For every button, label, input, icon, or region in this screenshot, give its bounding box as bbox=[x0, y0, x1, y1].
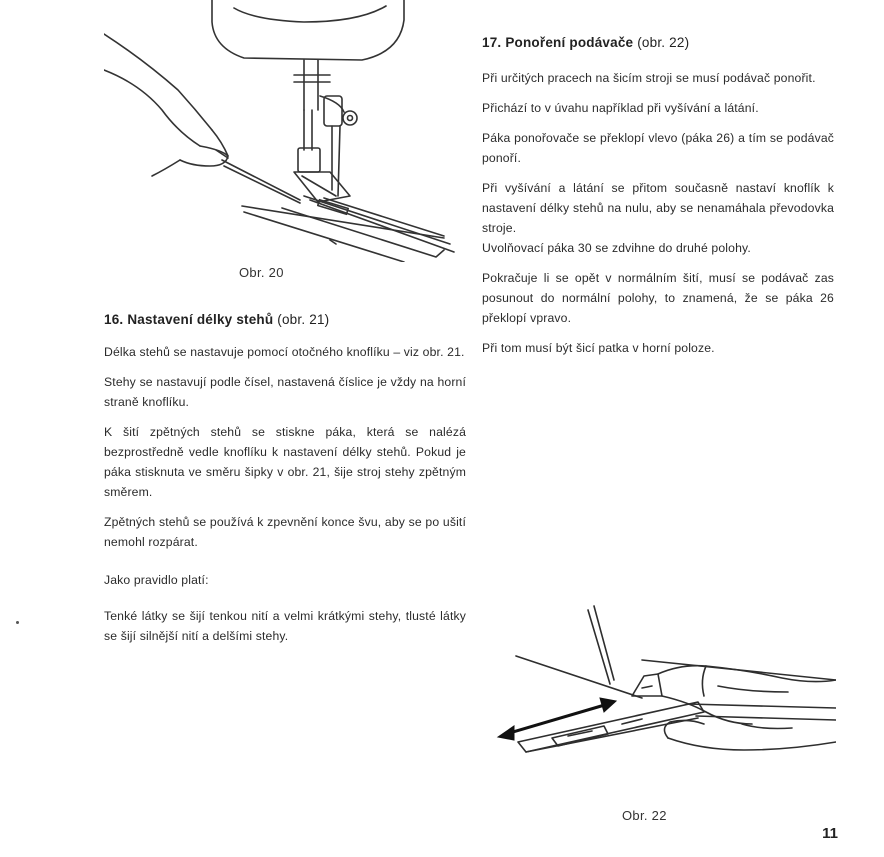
section-17-paragraph: Přichází to v úvahu například při vyšívání a látání. bbox=[482, 101, 759, 115]
section-16-heading bbox=[104, 312, 466, 327]
feed-dog-lever-illustration bbox=[492, 600, 836, 808]
section-17-heading bbox=[482, 35, 834, 50]
section-17-paragraph: Pokračuje li se opět v normálním šití, musí se podávač zas posunout do normální polohy, to znamená, že se páka 26 překlopí vpravo. bbox=[482, 271, 834, 325]
scan-speck bbox=[16, 621, 19, 624]
figure-20 bbox=[104, 0, 456, 262]
figure-22 bbox=[492, 600, 836, 808]
section-17-paragraph: Páka ponořovače se překlopí vlevo (páka 26) a tím se podávač ponoří. bbox=[482, 131, 834, 165]
section-17-paragraph: Při vyšívání a látání se přitom současně nastaví knoflík k nastavení délky stehů na nulu, aby se nenamáhala převodovka stroje. bbox=[482, 181, 834, 235]
page-number: 11 bbox=[822, 825, 838, 842]
section-17-paragraph: Při určitých pracech na šicím stroji se musí podávač ponořit. bbox=[482, 71, 816, 85]
section-16-title: 16. Nastavení délky stehů bbox=[104, 312, 274, 327]
section-17-figure-ref: (obr. 22) bbox=[637, 35, 690, 50]
section-17 bbox=[482, 35, 834, 358]
section-16-paragraph: Tenké látky se šijí tenkou nití a velmi krátkými stehy, tlusté látky se šijí silnější nití a delšími stehy. bbox=[104, 609, 466, 643]
section-17-title: 17. Ponoření podávače bbox=[482, 35, 634, 50]
section-16-paragraph: Délka stehů se nastavuje pomocí otočného knoflíku – viz obr. 21. bbox=[104, 345, 465, 359]
figure-22-caption: Obr. 22 bbox=[622, 808, 667, 823]
section-16 bbox=[104, 312, 466, 646]
section-16-paragraph: K šití zpětných stehů se stiskne páka, která se nalézá bezprostředně vedle knoflíku k nastavení délky stehů. Pokud je páka stisknuta ve směru šipky v obr. 21, šije stroj stehy zpětným směrem. bbox=[104, 425, 466, 499]
section-16-figure-ref: (obr. 21) bbox=[277, 312, 330, 327]
figure-20-caption: Obr. 20 bbox=[239, 265, 284, 280]
section-16-paragraph: Jako pravidlo platí: bbox=[104, 573, 209, 587]
sewing-machine-presser-foot-illustration bbox=[104, 0, 456, 262]
section-17-paragraph: Uvolňovací páka 30 se zdvihne do druhé polohy. bbox=[482, 241, 751, 255]
section-16-paragraph: Zpětných stehů se používá k zpevnění konce švu, aby se po ušití nemohl rozpárat. bbox=[104, 515, 466, 549]
section-16-paragraph: Stehy se nastavují podle čísel, nastavená číslice je vždy na horní straně knoflíku. bbox=[104, 375, 466, 409]
section-17-paragraph: Při tom musí být šicí patka v horní poloze. bbox=[482, 341, 715, 355]
